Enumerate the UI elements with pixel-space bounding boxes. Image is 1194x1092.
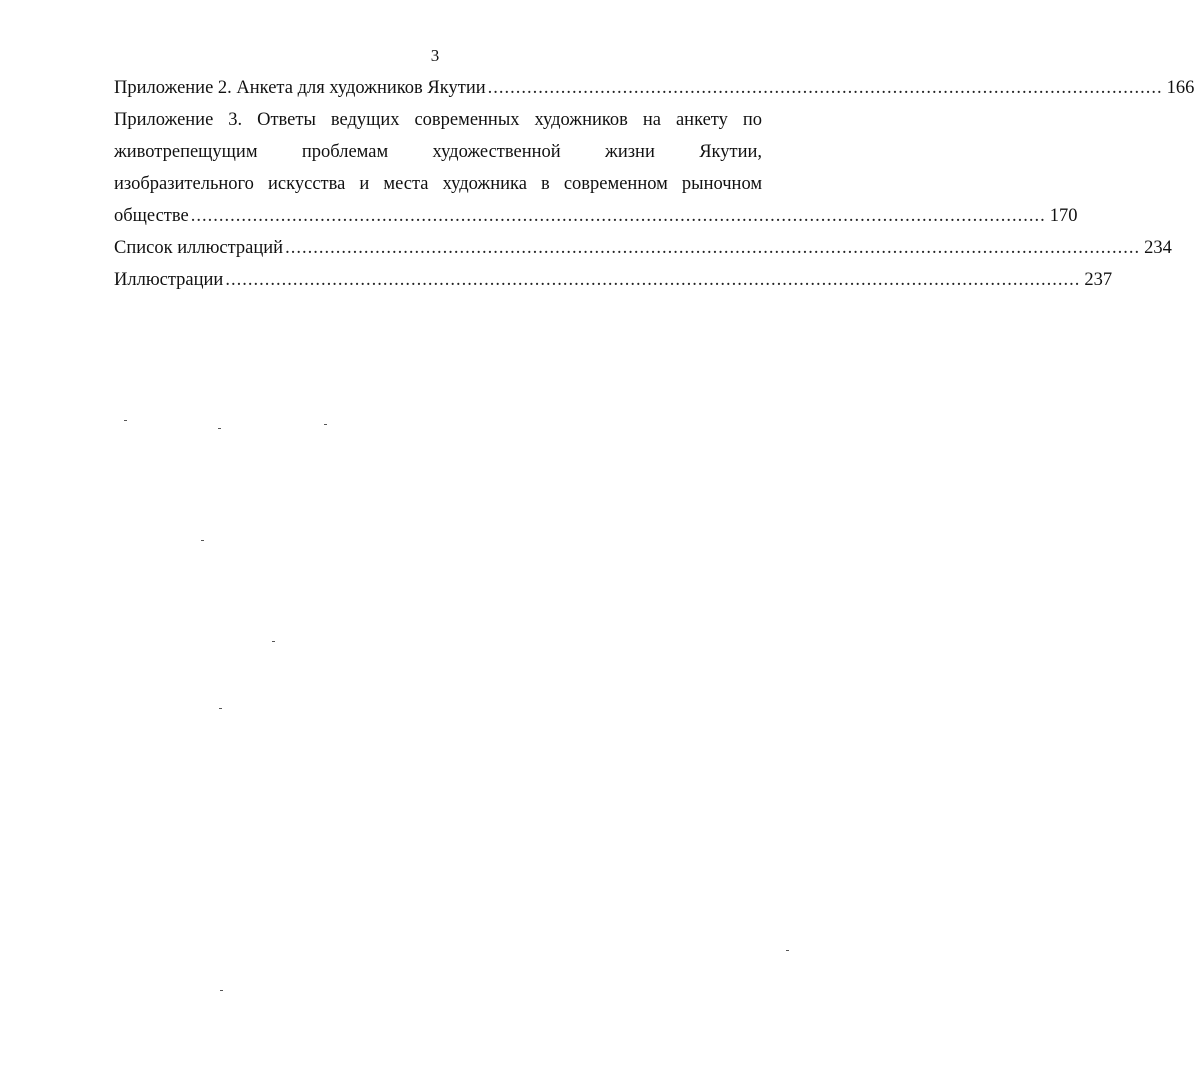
toc-entry-title: Список иллюстраций [114,238,284,258]
toc-entry-title-line-2: животрепещущим проблемам художественной жизни Якутии, [114,142,763,162]
toc-entry-title-line-4 [114,200,1078,232]
scan-speck [218,428,221,429]
toc-entry-appendix-2[interactable] [114,72,1194,104]
dot-leader: ........................................................................................................................................................ [225,270,1081,290]
toc-entry-page: 166 [1166,78,1194,98]
toc-entry-illustration-list[interactable] [114,232,1172,264]
dot-leader: ........................................................................................................................................................ [190,206,1046,226]
toc-entry-illustrations[interactable] [114,264,1113,296]
scan-speck [272,641,275,642]
toc-entry-appendix-3[interactable] [114,104,1078,232]
dot-leader: ........................................................................................................................................................ [285,238,1141,258]
toc-entry-page: 170 [1049,206,1078,226]
table-of-contents [114,72,1194,296]
toc-entry-title-line-1: Приложение 3. Ответы ведущих современных художников на анкету по [114,110,763,130]
toc-entry-title: обществе [114,206,189,226]
toc-entry-page: 237 [1084,270,1113,290]
scan-speck [124,420,127,421]
dot-leader: ........................................................................................................................ [487,78,1163,98]
scan-speck [201,540,204,541]
toc-entry-title-line-3: изобразительного искусства и места художника в современном рыночном [114,174,763,194]
toc-entry-title: Приложение 2. Анкета для художников Якутии [114,78,486,98]
scan-speck [219,708,222,709]
scan-speck [324,424,327,425]
page-number: 3 [430,46,440,65]
scan-speck [220,990,223,991]
toc-entry-title: Иллюстрации [114,270,224,290]
scan-speck [786,950,789,951]
toc-entry-page: 234 [1144,238,1172,258]
